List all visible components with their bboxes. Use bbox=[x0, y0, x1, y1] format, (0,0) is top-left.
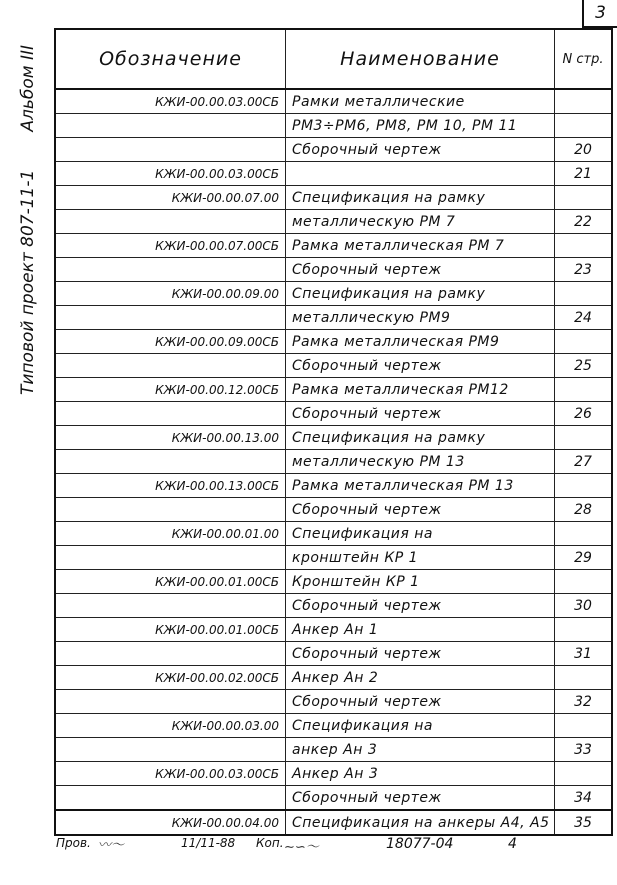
code-cell: КЖИ-00.00.01.00СБ bbox=[55, 618, 286, 642]
name-cell: Рамка металлическая РМ 7 bbox=[286, 234, 555, 258]
name-cell: металлическую РМ 13 bbox=[286, 450, 555, 474]
code-cell: КЖИ-00.00.07.00 bbox=[55, 186, 286, 210]
table-row bbox=[55, 594, 612, 618]
signature-copied: ∼∽〜 bbox=[284, 840, 319, 855]
side-label bbox=[18, 45, 46, 395]
code-cell bbox=[55, 306, 286, 330]
page-cell bbox=[555, 330, 613, 354]
page-cell bbox=[555, 378, 613, 402]
checked-label: Пров. bbox=[56, 836, 91, 850]
page-cell bbox=[555, 89, 613, 114]
signature-checked: 〰〜 bbox=[98, 838, 125, 853]
page-cell: 35 bbox=[555, 810, 613, 835]
code-cell bbox=[55, 354, 286, 378]
page-cell bbox=[555, 474, 613, 498]
code-cell bbox=[55, 114, 286, 138]
code-cell bbox=[55, 546, 286, 570]
code-cell bbox=[55, 594, 286, 618]
name-cell: Сборочный чертеж bbox=[286, 354, 555, 378]
table-row bbox=[55, 642, 612, 666]
code-cell: КЖИ-00.00.02.00СБ bbox=[55, 666, 286, 690]
page-cell: 25 bbox=[555, 354, 613, 378]
table-row bbox=[55, 258, 612, 282]
table-row bbox=[55, 450, 612, 474]
table-row bbox=[55, 714, 612, 738]
page-number: 3 bbox=[582, 0, 617, 28]
table-row bbox=[55, 162, 612, 186]
table-row bbox=[55, 786, 612, 811]
table-row bbox=[55, 186, 612, 210]
table-row bbox=[55, 474, 612, 498]
page-cell bbox=[555, 282, 613, 306]
name-cell: Рамка металлическая РМ 13 bbox=[286, 474, 555, 498]
code-cell: КЖИ-00.00.12.00СБ bbox=[55, 378, 286, 402]
code-cell: КЖИ-00.00.09.00СБ bbox=[55, 330, 286, 354]
name-cell: Сборочный чертеж bbox=[286, 642, 555, 666]
code-cell: КЖИ-00.00.03.00СБ bbox=[55, 162, 286, 186]
code-cell: КЖИ-00.00.03.00СБ bbox=[55, 762, 286, 786]
code-cell: КЖИ-00.00.13.00 bbox=[55, 426, 286, 450]
doc-number: 18077-04 bbox=[386, 836, 454, 852]
code-cell bbox=[55, 402, 286, 426]
name-cell bbox=[286, 162, 555, 186]
page-cell bbox=[555, 618, 613, 642]
name-cell: Сборочный чертеж bbox=[286, 402, 555, 426]
page-cell: 20 bbox=[555, 138, 613, 162]
table-row bbox=[55, 426, 612, 450]
code-cell bbox=[55, 258, 286, 282]
table-row bbox=[55, 114, 612, 138]
code-cell: КЖИ-00.00.13.00СБ bbox=[55, 474, 286, 498]
code-cell: КЖИ-00.00.09.00 bbox=[55, 282, 286, 306]
code-cell bbox=[55, 786, 286, 811]
name-cell: Спецификация на рамку bbox=[286, 186, 555, 210]
page-cell bbox=[555, 426, 613, 450]
table-row bbox=[55, 234, 612, 258]
name-cell: Рамка металлическая РМ9 bbox=[286, 330, 555, 354]
code-cell: КЖИ-00.00.01.00СБ bbox=[55, 570, 286, 594]
page-cell: 22 bbox=[555, 210, 613, 234]
code-cell bbox=[55, 450, 286, 474]
code-cell bbox=[55, 498, 286, 522]
name-cell: металлическую РМ 7 bbox=[286, 210, 555, 234]
table-row bbox=[55, 546, 612, 570]
code-cell: КЖИ-00.00.01.00 bbox=[55, 522, 286, 546]
name-cell: анкер Ан 3 bbox=[286, 738, 555, 762]
page-cell: 31 bbox=[555, 642, 613, 666]
code-cell bbox=[55, 138, 286, 162]
table-row bbox=[55, 210, 612, 234]
name-cell: Спецификация на bbox=[286, 714, 555, 738]
name-cell: кронштейн КР 1 bbox=[286, 546, 555, 570]
page-cell: 27 bbox=[555, 450, 613, 474]
page-cell: 32 bbox=[555, 690, 613, 714]
table-row bbox=[55, 498, 612, 522]
name-cell: Рамка металлическая РМ12 bbox=[286, 378, 555, 402]
table-row bbox=[55, 330, 612, 354]
table-row bbox=[55, 378, 612, 402]
table-row bbox=[55, 762, 612, 786]
page-cell: 26 bbox=[555, 402, 613, 426]
code-cell bbox=[55, 642, 286, 666]
sheet-number: 4 bbox=[508, 836, 517, 852]
code-cell: КЖИ-00.00.03.00СБ bbox=[55, 89, 286, 114]
header-row bbox=[55, 29, 612, 89]
table-row bbox=[55, 354, 612, 378]
page-cell: 30 bbox=[555, 594, 613, 618]
name-cell: Спецификация на анкеры А4, А5 bbox=[286, 810, 555, 835]
header-page: N стр. bbox=[555, 29, 613, 89]
table-row bbox=[55, 618, 612, 642]
name-cell: Спецификация на рамку bbox=[286, 282, 555, 306]
name-cell: Сборочный чертеж bbox=[286, 690, 555, 714]
name-cell: Спецификация на рамку bbox=[286, 426, 555, 450]
page-cell bbox=[555, 666, 613, 690]
name-cell: Рамки металлические bbox=[286, 89, 555, 114]
page-cell: 24 bbox=[555, 306, 613, 330]
name-cell: Сборочный чертеж bbox=[286, 498, 555, 522]
name-cell: Анкер Ан 3 bbox=[286, 762, 555, 786]
name-cell: РМ3÷РМ6, РМ8, РМ 10, РМ 11 bbox=[286, 114, 555, 138]
code-cell: КЖИ-00.00.07.00СБ bbox=[55, 234, 286, 258]
name-cell: Спецификация на bbox=[286, 522, 555, 546]
page-cell: 28 bbox=[555, 498, 613, 522]
contents-table bbox=[54, 28, 613, 836]
page-cell: 33 bbox=[555, 738, 613, 762]
table-row bbox=[55, 522, 612, 546]
name-cell: Сборочный чертеж bbox=[286, 594, 555, 618]
code-cell bbox=[55, 738, 286, 762]
table-row bbox=[55, 738, 612, 762]
page-cell bbox=[555, 714, 613, 738]
table-row bbox=[55, 666, 612, 690]
header-name: Наименование bbox=[286, 29, 555, 89]
name-cell: Сборочный чертеж bbox=[286, 786, 555, 811]
header-designation: Обозначение bbox=[55, 29, 286, 89]
code-cell: КЖИ-00.00.04.00 bbox=[55, 810, 286, 835]
name-cell: Кронштейн КР 1 bbox=[286, 570, 555, 594]
name-cell: Анкер Ан 1 bbox=[286, 618, 555, 642]
code-cell bbox=[55, 690, 286, 714]
project-label: Типовой проект 807-11-1 bbox=[18, 169, 38, 395]
album-label: Альбом III bbox=[18, 45, 38, 132]
name-cell: металлическую РМ9 bbox=[286, 306, 555, 330]
page-cell bbox=[555, 114, 613, 138]
table-row bbox=[55, 810, 612, 835]
page-cell bbox=[555, 522, 613, 546]
name-cell: Сборочный чертеж bbox=[286, 258, 555, 282]
page-cell bbox=[555, 186, 613, 210]
page-cell: 29 bbox=[555, 546, 613, 570]
page-cell bbox=[555, 234, 613, 258]
page-cell bbox=[555, 570, 613, 594]
name-cell: Сборочный чертеж bbox=[286, 138, 555, 162]
footer-date: 11/11-88 bbox=[181, 836, 236, 850]
page-cell: 34 bbox=[555, 786, 613, 811]
table-row bbox=[55, 306, 612, 330]
table-row bbox=[55, 690, 612, 714]
copied-label: Коп. bbox=[256, 836, 284, 850]
page-cell: 21 bbox=[555, 162, 613, 186]
table-row bbox=[55, 570, 612, 594]
code-cell: КЖИ-00.00.03.00 bbox=[55, 714, 286, 738]
table-row bbox=[55, 138, 612, 162]
table-row bbox=[55, 402, 612, 426]
code-cell bbox=[55, 210, 286, 234]
page-cell: 23 bbox=[555, 258, 613, 282]
name-cell: Анкер Ан 2 bbox=[286, 666, 555, 690]
page-cell bbox=[555, 762, 613, 786]
table-row bbox=[55, 89, 612, 114]
table-row bbox=[55, 282, 612, 306]
